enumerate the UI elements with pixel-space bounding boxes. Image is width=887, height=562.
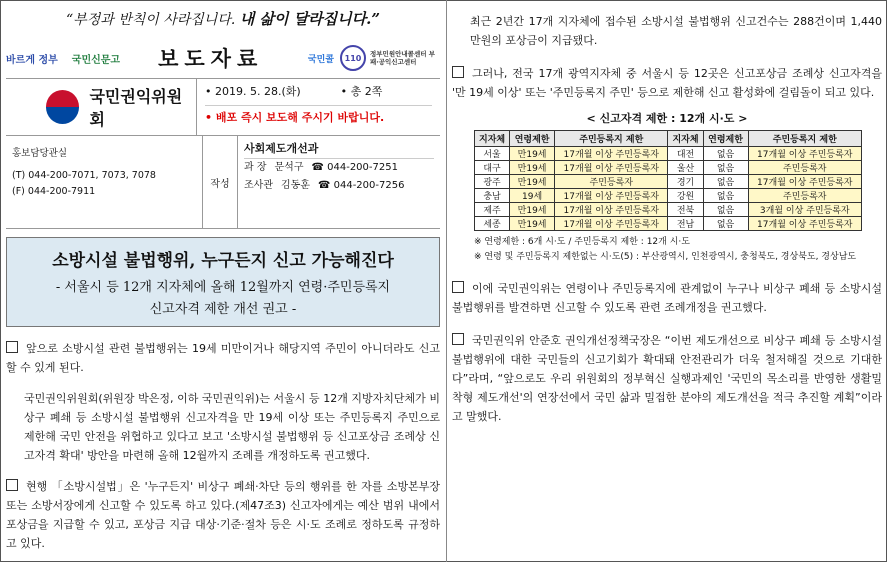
table-cell: 울산 <box>668 161 703 175</box>
th-residence-2: 주민등록지 제한 <box>748 131 861 147</box>
release-info <box>197 79 440 135</box>
table-cell: 세종 <box>475 217 510 231</box>
call-center-sub: 정부민원안내콜센터 부패·공익신고센터 <box>370 50 436 66</box>
table-note-1: ※ 연령제한 : 6개 시·도 / 주민등록지 제한 : 12개 시·도 <box>474 237 690 247</box>
call-number-icon: 110 <box>340 45 366 71</box>
table-cell: 17개월 이상 주민등록자 <box>555 161 668 175</box>
pr-office-tel: (T) 044-200-7071, 7073, 7078 <box>12 170 156 181</box>
th-age-1: 연령제한 <box>510 131 555 147</box>
bullet-box-icon <box>452 281 464 293</box>
qualification-table <box>474 130 862 231</box>
table-cell: 없음 <box>703 175 748 189</box>
table-cell: 주민등록자 <box>555 175 668 189</box>
left-paragraph-1: 앞으로 소방시설 관련 불법행위는 19세 미만이거나 해당지역 주민이 아니더라도 신고할 수 있게 된다. <box>6 342 440 374</box>
author-phone-1: ☎ 044-200-7251 <box>311 162 398 173</box>
right-column <box>452 6 882 426</box>
bullet-box-icon <box>452 333 464 345</box>
headline-box <box>6 237 440 327</box>
subheadline <box>13 277 433 321</box>
author-name-2: 김동훈 <box>280 180 310 191</box>
table-row <box>475 147 862 161</box>
table-cell: 17개월 이상 주민등록자 <box>555 203 668 217</box>
author-dept: 사회제도개선과 <box>244 140 434 159</box>
right-paragraph-4: 국민권익위 안준호 권익개선정책국장은 “이번 제도개선으로 비상구 폐쇄 등 소방시설 불법행위에 대한 국민들의 신고기회가 확대돼 안전관리가 더욱 철저해질 것으로 기대한다”라며, “앞으로도 우리 위원회의 정부혁신 실행과제인 '국민의 목소리를 반영한 생활밀착형 제도개선'의 연장선에서 국민 삶과 밀접한 분야의 제도개선을 적극 추진할 계획”이라고 말했다. <box>452 334 882 423</box>
right-paragraph-2: 그러나, 전국 17개 광역지자체 중 서울시 등 12곳은 신고포상금 조례상 신고자격을 '만 19세 이상' 또는 '주민등록지 주민' 등으로 제한해 신고 활성화에 걸림돌이 되고 있다. <box>452 67 882 99</box>
author-info <box>238 136 440 228</box>
pr-office-name: 홍보담당관실 <box>12 148 68 159</box>
table-row <box>475 217 862 231</box>
table-cell: 17개월 이상 주민등록자 <box>555 189 668 203</box>
table-cell: 전남 <box>668 217 703 231</box>
author-phone-2: ☎ 044-200-7256 <box>317 180 405 191</box>
table-cell: 경기 <box>668 175 703 189</box>
table-cell: 17개월 이상 주민등록자 <box>748 217 861 231</box>
gov-brand-logo: 바르게 정부 <box>6 54 58 66</box>
slogan-part-b: 내 삶이 달라집니다.” <box>239 10 380 28</box>
table-cell: 광주 <box>475 175 510 189</box>
th-region-1: 지자체 <box>475 131 510 147</box>
pr-office <box>6 136 203 228</box>
table-row <box>475 189 862 203</box>
subheadline-line-2: 신고자격 제한 개선 권고 - <box>149 302 297 317</box>
logo-row <box>6 38 440 79</box>
table-cell: 3개월 이상 주민등록자 <box>748 203 861 217</box>
table-note-2: ※ 연령 및 주민등록지 제한없는 시·도(5) : 부산광역시, 인천광역시, 충청북도, 경상북도, 경상남도 <box>474 252 857 262</box>
left-paragraph-3: 현행 「소방시설법」은 '누구든지' 비상구 폐쇄·차단 등의 행위를 한 자를 소방본부장 또는 소방서장에게 신고할 수 있도록 하고 있다.(제47조3) 신고자에게는 예산 범위 내에서 포상금을 지급할 수 있고, 포상금 지급 대상·기준·절차 등은 시·도 조례로 정하도록 규정하고 있다. <box>6 480 440 550</box>
table-cell: 만19세 <box>510 147 555 161</box>
table-cell: 강원 <box>668 189 703 203</box>
table-cell: 만19세 <box>510 203 555 217</box>
table-cell: 전북 <box>668 203 703 217</box>
author-label: 작성 <box>203 136 238 228</box>
th-region-2: 지자체 <box>668 131 703 147</box>
table-cell: 주민등록자 <box>748 161 861 175</box>
headline: 소방시설 불법행위, 누구든지 신고 가능해진다 <box>52 251 394 271</box>
org-block <box>6 79 440 136</box>
table-cell: 만19세 <box>510 217 555 231</box>
bullet-box-icon <box>452 66 464 78</box>
table-cell: 대구 <box>475 161 510 175</box>
table-row <box>475 203 862 217</box>
org-identity <box>6 79 197 135</box>
page-count: • 총 2쪽 <box>340 85 383 98</box>
call-center-logo <box>308 45 440 71</box>
sinmungo-logo: 국민신문고 <box>71 54 121 66</box>
table-cell: 대전 <box>668 147 703 161</box>
call-center-label: 국민콜 <box>307 54 334 65</box>
pr-office-fax: (F) 044-200-7911 <box>12 186 96 197</box>
author-name-1: 문석구 <box>274 162 304 173</box>
table-cell: 없음 <box>703 189 748 203</box>
table-row <box>475 175 862 189</box>
table-cell: 주민등록자 <box>748 189 861 203</box>
contact-block <box>6 136 440 229</box>
table-cell: 충남 <box>475 189 510 203</box>
th-residence-1: 주민등록지 제한 <box>555 131 668 147</box>
embargo-notice: • 배포 즉시 보도해 주시기 바랍니다. <box>205 105 432 125</box>
author-role-2: 조사관 <box>244 180 273 191</box>
table-cell: 17개월 이상 주민등록자 <box>555 147 668 161</box>
slogan <box>6 8 440 30</box>
table-header-row <box>475 131 862 147</box>
table-cell: 19세 <box>510 189 555 203</box>
taegeuk-emblem-icon <box>46 90 79 124</box>
press-release-title: 보도자료 <box>158 47 264 71</box>
right-paragraph-1: 최근 2년간 17개 지자체에 접수된 소방시설 불법행위 신고건수는 288건이며 1,440만원의 포상금이 지급됐다. <box>470 15 882 47</box>
table-cell: 17개월 이상 주민등록자 <box>555 217 668 231</box>
slogan-part-a: “부정과 반칙이 사라집니다. <box>66 12 236 28</box>
table-row <box>475 161 862 175</box>
table-cell: 없음 <box>703 203 748 217</box>
column-divider <box>446 0 447 562</box>
author-role-1: 과 장 <box>244 162 267 173</box>
table-cell: 17개월 이상 주민등록자 <box>748 175 861 189</box>
left-paragraph-2: 국민권익위원회(위원장 박은정, 이하 국민권익위)는 서울시 등 12개 지방자치단체가 비상구 폐쇄 등 소방시설 불법행위 신고자격을 만 19세 이상 또는 주민등록지 주민으로 제한해 국민 안전을 위협하고 있다고 보고 '소방시설 불법행위 등 신고포상금 조례상 신고자격 확대' 방안을 마련해 올해 12월까지 조례를 개정하도록 권고했다. <box>24 392 440 462</box>
right-paragraph-3: 이에 국민권익위는 연령이나 주민등록지에 관계없이 누구나 비상구 폐쇄 등 소방시설 불법행위를 발견하면 신고할 수 있도록 관련 조례개정을 권고했다. <box>452 282 882 314</box>
table-note <box>474 235 882 265</box>
table-cell: 17개월 이상 주민등록자 <box>748 147 861 161</box>
left-column <box>6 4 440 553</box>
bullet-box-icon <box>6 341 18 353</box>
th-age-2: 연령제한 <box>703 131 748 147</box>
table-cell: 서울 <box>475 147 510 161</box>
org-name: 국민권익위원회 <box>89 87 183 129</box>
table-cell: 없음 <box>703 161 748 175</box>
table-cell: 없음 <box>703 217 748 231</box>
table-title: < 신고자격 제한 : 12개 시·도 > <box>586 112 748 125</box>
bullet-box-icon <box>6 479 18 491</box>
table-cell: 만19세 <box>510 175 555 189</box>
subheadline-line-1: - 서울시 등 12개 지자체에 올해 12월까지 연령·주민등록지 <box>55 280 391 295</box>
table-cell: 만19세 <box>510 161 555 175</box>
table-cell: 없음 <box>703 147 748 161</box>
release-date: • 2019. 5. 28.(화) <box>205 85 301 98</box>
table-cell: 제주 <box>475 203 510 217</box>
